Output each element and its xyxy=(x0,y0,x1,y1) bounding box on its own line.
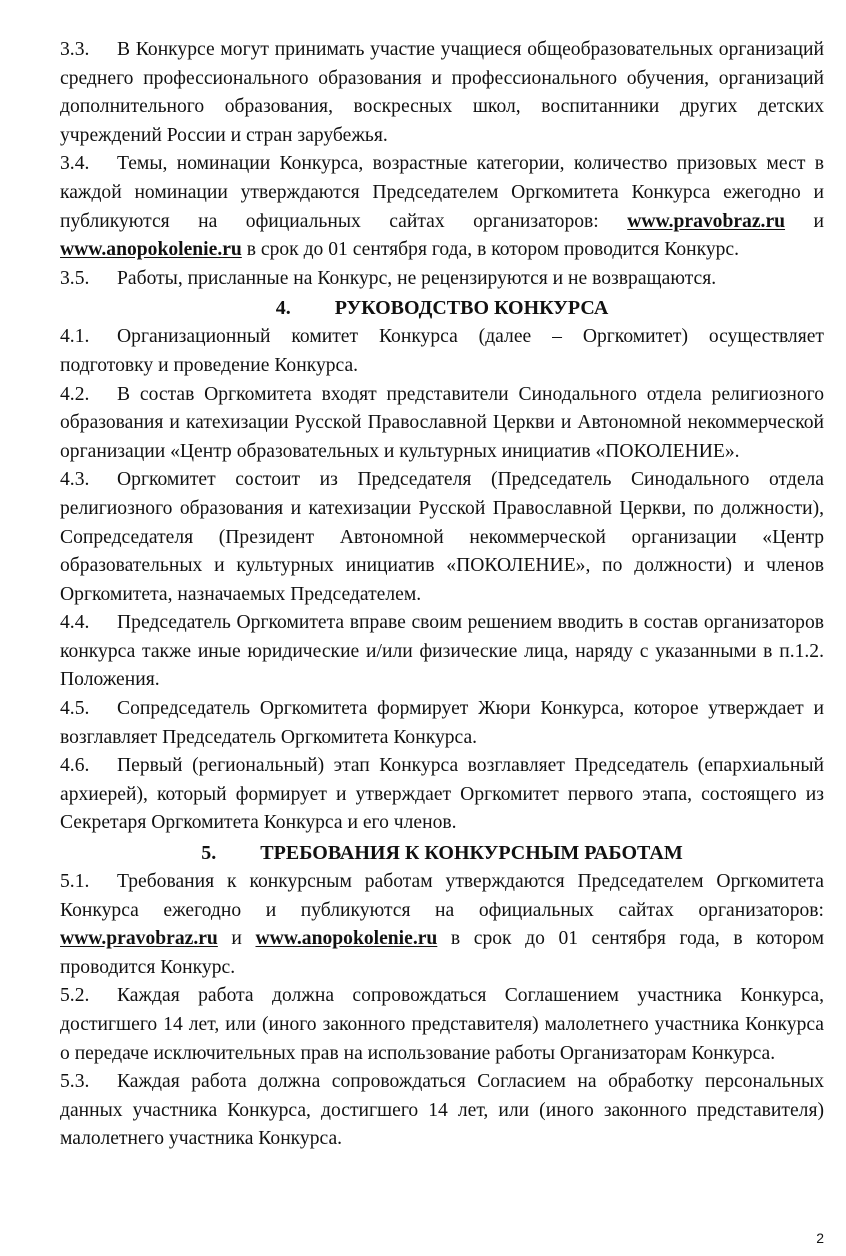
clause-text: в срок до 01 сентября года, в котором проводится Конкурс. xyxy=(241,239,740,261)
clause-text: Темы, номинации Конкурса, возрастные категории, количество призовых мест в каждой номинации утверждаются Председателем Оргкомитета Конкурса ежегодно и публикуются на официальных сайтах организаторов: xyxy=(60,153,824,232)
paragraph-4-1 xyxy=(60,323,824,380)
clause-text: Каждая работа должна сопровождаться Соглашением участника Конкурса, достигшего 14 лет, или (иного законного представителя) малолетнего участника Конкурса о передаче исключительных прав на использование работы Организаторам Конкурса. xyxy=(60,985,824,1064)
paragraph-4-6 xyxy=(60,752,824,838)
clause-text: Оргкомитет состоит из Председателя (Председатель Синодального отдела религиозного образования и катехизации Русской Православной Церкви, по должности), Сопредседателя (Президент Автономной некоммерческой организации «Центр образовательных и культурных инициатив «ПОКОЛЕНИЕ», по должности) и членов Оргкомитета, назначаемых Председателем. xyxy=(60,469,824,605)
paragraph-5-3 xyxy=(60,1068,824,1154)
clause-number: 5.1. xyxy=(60,871,90,893)
clause-number: 4.1. xyxy=(60,326,90,348)
clause-number: 4.6. xyxy=(60,755,90,777)
clause-text: Председатель Оргкомитета вправе своим решением вводить в состав организаторов конкурса также иные юридические и/или физические лица, наряду с указанными в п.1.2. Положения. xyxy=(60,612,824,691)
clause-text: Сопредседатель Оргкомитета формирует Жюри Конкурса, которое утверждает и возглавляет Председатель Оргкомитета Конкурса. xyxy=(60,698,824,748)
link-pravobraz[interactable]: www.pravobraz.ru xyxy=(60,928,218,950)
paragraph-4-5 xyxy=(60,695,824,752)
clause-text: Работы, присланные на Конкурс, не рецензируются и не возвращаются. xyxy=(117,267,717,289)
paragraph-4-2 xyxy=(60,381,824,467)
clause-number: 4.2. xyxy=(60,383,90,405)
section-title: ТРЕБОВАНИЯ К КОНКУРСНЫМ РАБОТАМ xyxy=(260,842,683,865)
link-anopokolenie[interactable]: www.anopokolenie.ru xyxy=(60,239,242,261)
paragraph-4-4 xyxy=(60,609,824,695)
page-number: 2 xyxy=(816,1230,824,1246)
clause-text: в срок до 01 сентября года, в котором проводится Конкурс. xyxy=(60,928,824,978)
section-number: 5. xyxy=(201,842,217,865)
clause-number: 3.4. xyxy=(60,153,90,175)
section-heading-5 xyxy=(60,838,824,868)
clause-text: Организационный комитет Конкурса (далее – Оргкомитет) осуществляет подготовку и проведение Конкурса. xyxy=(60,326,824,376)
clause-text: Требования к конкурсным работам утверждаются Председателем Оргкомитета Конкурса ежегодно и публикуются на официальных сайтах организаторов: xyxy=(60,871,824,921)
clause-number: 5.2. xyxy=(60,985,90,1007)
paragraph-3-3 xyxy=(60,36,824,150)
clause-number: 4.5. xyxy=(60,698,90,720)
paragraph-3-5 xyxy=(60,265,824,294)
clause-text: В Конкурсе могут принимать участие учащиеся общеобразовательных организаций среднего профессионального образования и профессионального обучения, организаций дополнительного образования, воскресных школ, воспитанники других детских учреждений России и стран зарубежья. xyxy=(60,39,824,146)
section-heading-4 xyxy=(60,293,824,323)
section-number: 4. xyxy=(275,297,291,320)
clause-number: 3.3. xyxy=(60,39,90,60)
clause-text: и xyxy=(785,210,824,232)
clause-number: 5.3. xyxy=(60,1071,90,1093)
link-pravobraz[interactable]: www.pravobraz.ru xyxy=(627,210,786,232)
section-title: РУКОВОДСТВО КОНКУРСА xyxy=(334,297,609,320)
clause-number: 4.4. xyxy=(60,612,90,634)
clause-text: Первый (региональный) этап Конкурса возглавляет Председатель (епархиальный архиерей), который формирует и утверждает Оргкомитет первого этапа, состоящего из Секретаря Оргкомитета Конкурса и его членов. xyxy=(60,755,824,834)
link-anopokolenie[interactable]: www.anopokolenie.ru xyxy=(255,928,438,950)
clause-text: В состав Оргкомитета входят представители Синодального отдела религиозного образования и катехизации Русской Православной Церкви и Автономной некоммерческой организации «Центр образовательных и культурных инициатив «ПОКОЛЕНИЕ». xyxy=(60,383,824,462)
clause-text: Каждая работа должна сопровождаться Согласием на обработку персональных данных участника Конкурса, достигшего 14 лет, или (иного законного представителя) малолетнего участника Конкурса. xyxy=(60,1071,824,1150)
paragraph-4-3 xyxy=(60,466,824,609)
paragraph-3-4 xyxy=(60,150,824,264)
paragraph-5-1 xyxy=(60,868,824,982)
paragraph-5-2 xyxy=(60,982,824,1068)
clause-text: и xyxy=(217,928,256,950)
clause-number: 4.3. xyxy=(60,469,90,491)
clause-number: 3.5. xyxy=(60,267,90,289)
